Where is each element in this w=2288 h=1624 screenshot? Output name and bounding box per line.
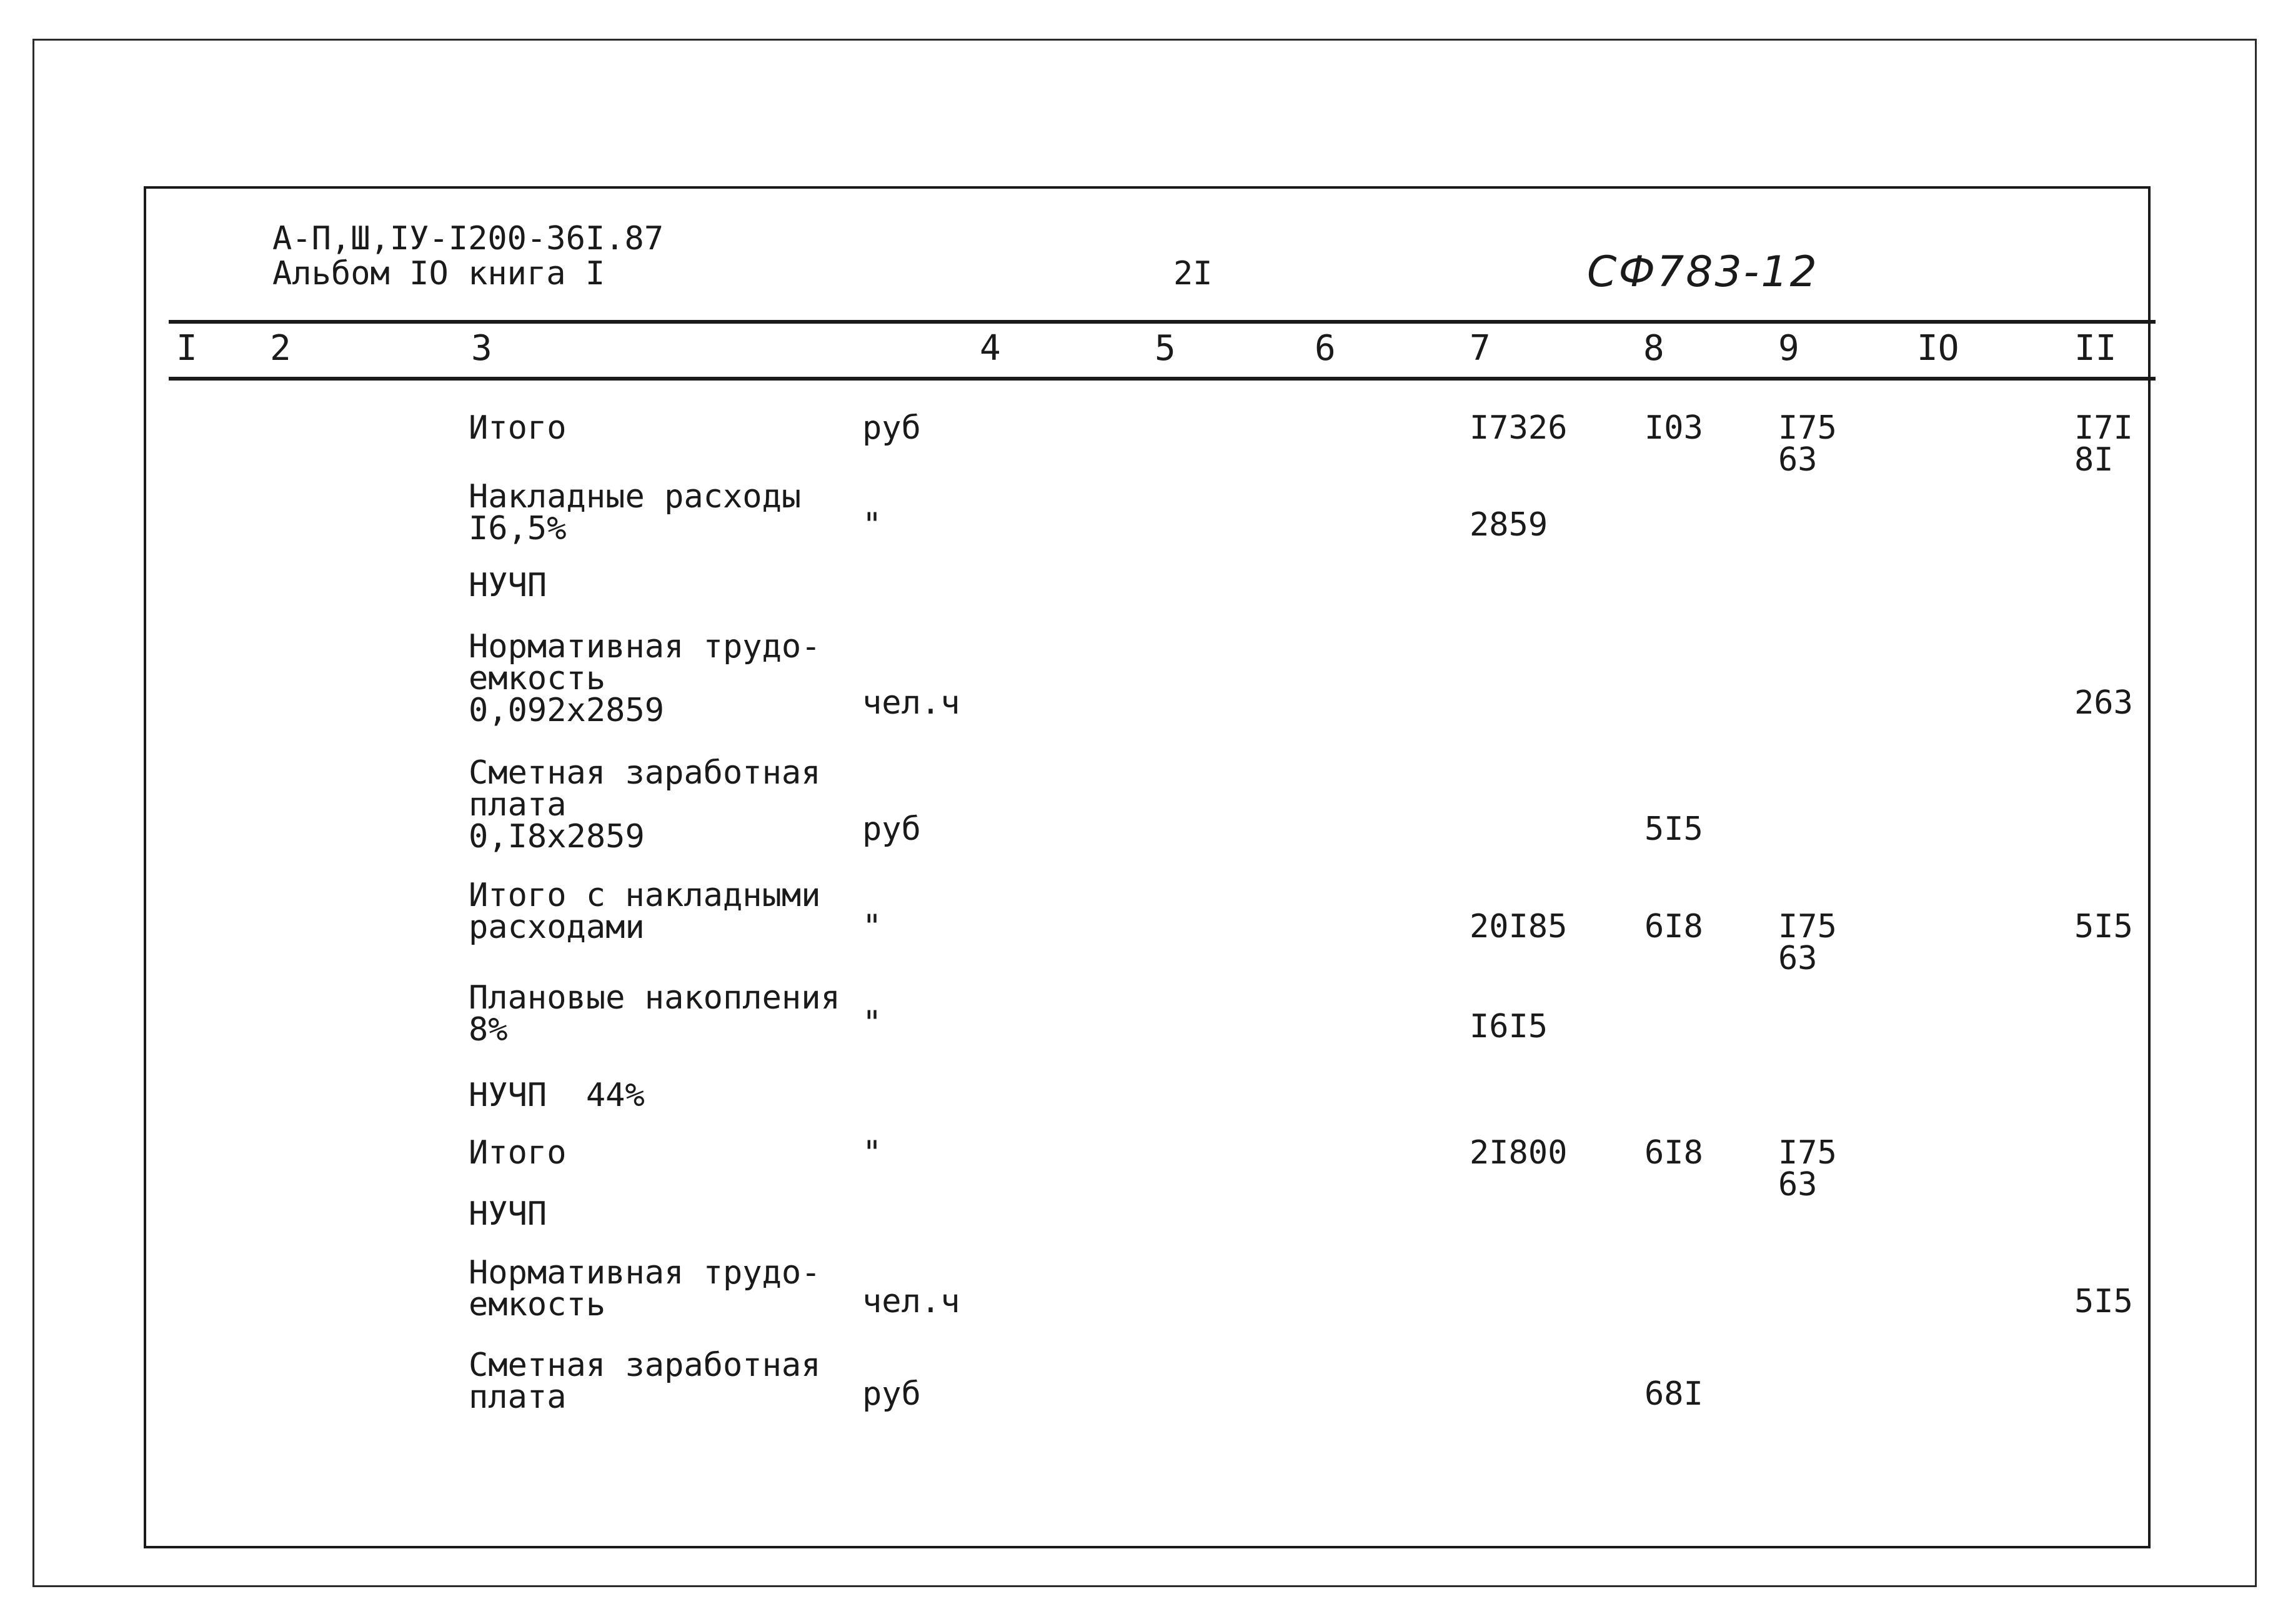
row-label: НУЧП bbox=[469, 1195, 547, 1233]
row-label: НУЧП bbox=[469, 567, 547, 604]
cell-col9: I75 63 bbox=[1778, 1134, 1837, 1203]
row-label: Нормативная трудо- емкость bbox=[469, 1254, 821, 1323]
row-label: Итого bbox=[469, 409, 567, 447]
row-unit: " bbox=[862, 1134, 882, 1172]
cell-col11: 5I5 bbox=[2074, 1283, 2133, 1320]
row-unit: руб bbox=[862, 1375, 921, 1413]
row-label: НУЧП 44% bbox=[469, 1077, 645, 1114]
column-number: 6 bbox=[1315, 328, 1336, 369]
page-number: 2I bbox=[1173, 255, 1213, 292]
cell-col7: 2I800 bbox=[1470, 1134, 1568, 1172]
cell-col9: I75 63 bbox=[1778, 409, 1837, 479]
header-top-rule bbox=[169, 320, 2156, 324]
header-bottom-rule bbox=[169, 377, 2156, 381]
column-number: I bbox=[176, 328, 197, 369]
row-unit: чел.ч bbox=[862, 1283, 960, 1320]
row-label: Итого bbox=[469, 1134, 567, 1172]
row-label: Сметная заработная плата bbox=[469, 1347, 821, 1416]
cell-col7: 2859 bbox=[1470, 506, 1548, 544]
column-number: II bbox=[2074, 328, 2117, 369]
cell-col11: 5I5 bbox=[2074, 908, 2133, 945]
cell-col11: 263 bbox=[2074, 684, 2133, 722]
row-label: Плановые накопления 8% bbox=[469, 979, 840, 1049]
row-unit: чел.ч bbox=[862, 684, 960, 722]
row-unit: " bbox=[862, 1004, 882, 1042]
row-unit: " bbox=[862, 908, 882, 945]
column-number: 3 bbox=[471, 328, 492, 369]
cell-col8: 68I bbox=[1644, 1375, 1703, 1413]
row-unit: руб bbox=[862, 810, 921, 848]
column-number: 9 bbox=[1778, 328, 1799, 369]
row-label: Накладные расходы I6,5% bbox=[469, 478, 802, 547]
cell-col7: I6I5 bbox=[1470, 1008, 1548, 1045]
cell-col7: 20I85 bbox=[1470, 908, 1568, 945]
column-number: 4 bbox=[980, 328, 1001, 369]
inner-frame bbox=[144, 186, 2151, 1548]
cell-col11: I7I 8I bbox=[2074, 409, 2133, 479]
row-unit: руб bbox=[862, 409, 921, 447]
cell-col8: 6I8 bbox=[1644, 1134, 1703, 1172]
cell-col9: I75 63 bbox=[1778, 908, 1837, 977]
row-label: Нормативная трудо- емкость 0,092х2859 bbox=[469, 628, 821, 729]
document-reference: А-П,Ш,IУ-I200-36I.87 bbox=[272, 220, 664, 257]
cell-col8: 6I8 bbox=[1644, 908, 1703, 945]
column-number: 7 bbox=[1470, 328, 1491, 369]
row-label: Сметная заработная плата 0,I8х2859 bbox=[469, 754, 821, 855]
column-number: 5 bbox=[1155, 328, 1176, 369]
album-label: Альбом IO книга I bbox=[272, 255, 605, 292]
cell-col8: 5I5 bbox=[1644, 810, 1703, 848]
row-unit: " bbox=[862, 506, 882, 544]
column-number: IO bbox=[1917, 328, 1959, 369]
row-label: Итого с накладными расходами bbox=[469, 877, 821, 946]
column-number: 8 bbox=[1643, 328, 1664, 369]
cell-col7: I7326 bbox=[1470, 409, 1568, 447]
sheet-code: СФ783-12 bbox=[1587, 247, 1819, 297]
column-number: 2 bbox=[270, 328, 291, 369]
cell-col8: I03 bbox=[1644, 409, 1703, 447]
